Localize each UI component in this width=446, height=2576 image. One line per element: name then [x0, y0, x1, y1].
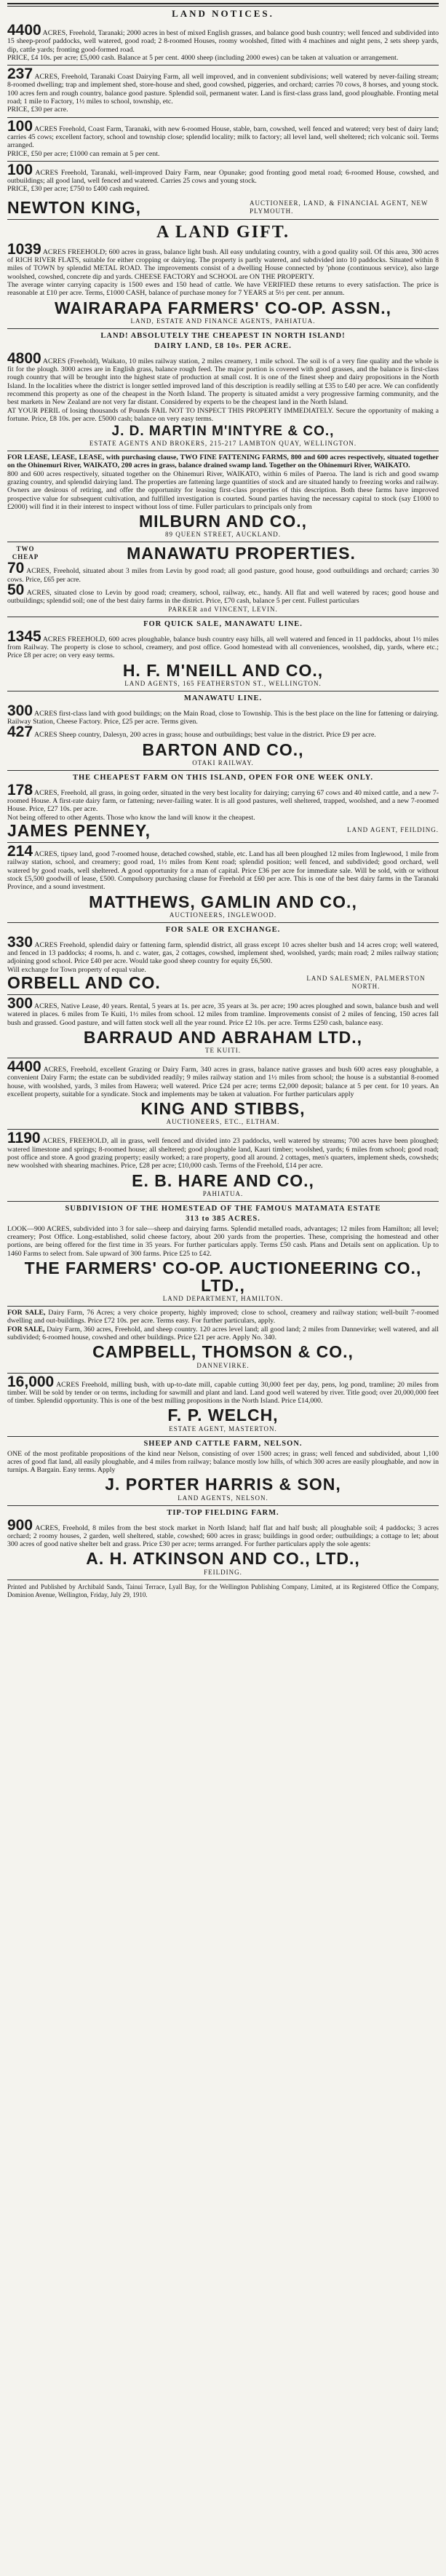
agent-role: LAND AGENTS, 165 FEATHERSTON ST., WELLINGTON. [124, 679, 322, 687]
ad-heading: MANAWATU LINE. [183, 694, 263, 702]
ad-tail: The average winter carrying capacity is 1500 ewes and 150 head of cattle. We have VERIFIED these returns to every satisfaction. The price is reasonable at £10 per acre. Terms, £1000 CASH, balance of purchase money for 7 YEARS at 5½ per cent. per annum. [7, 281, 439, 298]
ad-lead: 900 [7, 1516, 33, 1534]
ad-body: ACRES, FREEHOLD, all in grass, well fenced and divided into 23 paddocks, well watered by streams; 700 acres have been ploughed; watered limestone and springs; 8-roomed house; all sheltered; good ploughable land, Kauri timber; woolshed, yards; 6 miles from school; good road; post office and store. A good grazing property; easily worked; a rare property, good all around. 2 cottages, men's quarters, implement sheds, cowsheds; new woolshed with shearing machines. Price, £28 per acre; £10,000 cash. Terms of the Freehold, £14 per acre. [7, 1137, 439, 1170]
agent-role: ESTATE AGENTS AND BROKERS, 215-217 LAMBTON QUAY, WELLINGTON. [89, 440, 357, 448]
ad-subheading: DAIRY LAND, £8 10s. PER ACRE. [154, 341, 292, 350]
ad-lead: 300 [7, 995, 33, 1012]
ad-body: ACRES FREEHOLD; 600 acres in grass, balance light bush. All easy undulating country, with a good quality soil. Of this area, 300 acres of RICH RIVER FLATS, suitable for either cropping or dairying. The property is partly watered, and subdivided into 10 paddocks. Situated within 8 miles of TOWN by splendid METAL ROAD. The improvements consist of a dwelling House connected by 'phone (continuous service), also large woolshed, cowshed, concrete dip and yards. CHEESE FACTORY and SCHOOL are ON THE PROPERTY. [7, 247, 439, 281]
ad-heading: LAND! ABSOLUTELY THE CHEAPEST IN NORTH ISLAND! [100, 331, 346, 340]
ad-heading: FOR QUICK SALE, MANAWATU LINE. [143, 619, 303, 628]
agent-name: MATTHEWS, GAMLIN AND CO., [89, 892, 357, 911]
ad-lead: 50 [7, 582, 25, 599]
agent-name: CAMPBELL, THOMSON & CO., [92, 1342, 354, 1362]
ad-lead: 70 [7, 560, 25, 577]
ad-body: LOOK—900 ACRES, subdivided into 3 for sale—sheep and dairying farms. Splendid metalled roads, advantages; 12 miles from Hamilton; all level; creamery; Post Office. Long-established, solid cheese factory, about 200 yards from the properties. These, comprising the homestead and other portions, are being offered for the first time in 35 years. For further particulars apply. Terms £50 cash. Plans and Details sent on application. Up to 1460 Farms to select from. Sale upward of 300 farms. Price £25 to £42. [7, 1224, 439, 1258]
ad-body: ACRES first-class land with good buildings; on the Main Road, close to Township. This is the best place on the line for fattening or dairying. Railway Station, Cheese Factory. Price, £25 per acre. Terms given. [7, 709, 439, 726]
agent-name: H. F. M'NEILL AND CO., [122, 660, 324, 680]
ad-body: ACRES Sheep country, Dalesyn, 200 acres in grass; house and outbuildings; best value in the district. Price £9 per acre. [33, 731, 376, 740]
ad-lead: 100 [7, 161, 33, 178]
ad-taranaki-3 [7, 118, 439, 162]
ad-heading: A LAND GIFT. [156, 222, 290, 242]
section-title: LAND NOTICES. [172, 8, 274, 19]
ad-body: Dairy Farm, 76 Acres; a very choice property, highly improved; close to school, creamery and railway station; well-built 7-roomed dwelling and out-buildings. Price £72 10s. per acre. Terms easy. For further particulars, apply. [7, 1309, 439, 1325]
ad-body: ACRES Freehold, Coast Farm, Taranaki, with new 6-roomed House, stable, barn, cowshed, well fenced and watered; very best of dairy land; carries 45 cows; excellent factory, school and township close; splendid locality; milk to factory; all level land, well sheltered; rich volcanic soil. Terms arranged. [7, 124, 439, 150]
agent-name: J. D. MARTIN M'INTYRE & CO., [111, 424, 335, 440]
ad-flag: TWO CHEAP [12, 545, 39, 561]
agent-name: E. B. HARE AND CO., [132, 1170, 314, 1190]
ad-lead: 330 [7, 933, 33, 951]
agent-role: LAND, ESTATE AND FINANCE AGENTS, PAHIATUA. [130, 317, 316, 325]
agent-role: LAND AGENT, FEILDING. [347, 826, 439, 834]
agent-role: AUCTIONEER, LAND, & FINANCIAL AGENT, NEW PLYMOUTH. [250, 199, 429, 215]
agent-role: OTAKI RAILWAY. [192, 758, 254, 766]
ad-body: ACRES Freehold, Taranaki, well-improved Dairy Farm, near Opunake; good fronting good metal road; 6-roomed House, cowshed, and outbuildings; all good land, well fenced and watered. Carries 25 cows and young stock. [7, 168, 439, 186]
ad-orbell [7, 923, 439, 995]
agent-name: A. H. ATKINSON AND CO., LTD., [86, 1549, 360, 1569]
ad-matthews [7, 843, 439, 923]
ad-mcneill [7, 617, 439, 691]
ad-heading: FOR SALE OR EXCHANGE. [165, 925, 281, 934]
ad-body: ACRES, Native Lease, 40 years. Rental, 5 years at 1s. per acre, 35 years at 3s. per acre; 190 acres ploughed and sown, balance bush and well watered in places. 6 miles from Te Kuiti, 1½ miles from school. 12 miles from tramline. Improvements consist of 2 miles of fencing, 150 acres fall bush and grassed. Good pasture, and will fatten stock well all the year round. Price £2 10s. per acre. Terms £250 cash, balance easy. [7, 1002, 439, 1027]
agent-name: WAIRARAPA FARMERS' CO-OP. ASSN., [54, 298, 391, 317]
ad-lead: 4400 [7, 22, 41, 39]
ad-hare [7, 1130, 439, 1201]
printer-imprint: Printed and Published by Archibald Sands, Tainui Terrace, Lyall Bay, for the Wellington Publishing Company, Limited, at its Registered Office the Company, Dominion Avenue, Wellington, Friday, July 29, 1910. [7, 1582, 439, 1598]
agent-name: MILBURN AND CO., [138, 512, 308, 531]
ad-tail: PRICE, £4 10s. per acre; £5,000 cash. Balance at 5 per cent. 4000 sheep (including 2000 ewes) can be taken at valuation or arrangement. [7, 53, 399, 62]
ad-body: ACRES, situated close to Levin by good road; creamery, school, railway, etc., handy. All flat and well watered by races; good house and outbuildings; splendid soil; one of the best dairy farms in the district. Price, £70 cash, balance 5 per cent. Fullest particulars [7, 589, 439, 606]
ad-lead: 4400 [7, 1058, 41, 1076]
agent-role: LAND DEPARTMENT, HAMILTON. [162, 1295, 284, 1303]
ad-body: ACRES, tipsey land, good 7-roomed house, detached cowshed, stable, etc. Land has all been ploughed 12 miles from Inglewood, 1 mile from railway station, school, and creamery; good road, 1½ miles from Kent road; splendid position; well fenced, and subdivided; good orchard, well watered by good roads, well sheltered. A good opportunity for a man of capital. Price £36 per acre for immediate sale. Will be sold, with or without stock £5,500 goodwill of lease, £500. Compulsory purchasing clause for Freehold at £60 per acre. This is one of the best dairy farms in the Taranaki Province, and a sound investment. [7, 850, 439, 892]
agent-role: 89 QUEEN STREET, AUCKLAND. [164, 531, 282, 539]
ad-body: ACRES, Freehold, 8 miles from the best stock market in North Island; half flat and half bush; all ploughable soil; 4 paddocks; 3 acres orchard; 2 roomy houses, 2 garden, well sheltered, stable, cowshed; 600 acres in grass; buildings in good order; outbuildings; a cottage to let; about 300 acres of good native shelter belt and grass. Price £30 per acre; terms arranged. For further particulars apply the sole agents: [7, 1523, 439, 1549]
ad-note: Not being offered to other Agents. Those who know the land will know it the cheapest. [7, 813, 255, 822]
ad-body: 800 and 600 acres respectively, situated together on the Ohinemuri River, WAIKATO, within 6 miles of Paeroa. The land is rich and good swamp grazing country, and splendid dairying land. The properties are fattening large quantities of stock and are situated handy to freezing works and railway. Owners are desirous of retiring, and offer the opportunity for leasing first-class properties of this description. Both these farms have improved prospective value for subsequent cultivation, and fulfilled investigation is courted. Sound parties having the necessary capital to stock (say £1000 to £2000) will find it in their interest to inspect without loss of time. Fuller particulars to principals only from [7, 469, 439, 511]
ad-taranaki-4 [7, 162, 439, 197]
ad-body: ACRES, Freehold, Taranaki Coast Dairying Farm, all well improved, and in convenient subdivisions; well watered by never-failing stream; 8-roomed dwelling; trap and implement shed, store-house and shed, good cowshed, piggeries, and orchard; carries 70 cows, 8 horses, and young stock. 100 acres fern and rough country, balance good pasture. Splendid soil, permanent water. Land is first-class grass land, good ploughable. Fronting metal road; 1 mile to Factory, 1½ miles to school, township, etc. [7, 73, 439, 106]
ad-campbell [7, 1307, 439, 1373]
ad-heading: TIP-TOP FIELDING FARM. [167, 1508, 279, 1517]
agent-name: JAMES PENNEY, [7, 820, 151, 840]
ad-barton [7, 691, 439, 771]
ad-porter-harris [7, 1437, 439, 1506]
agent-name: F. P. WELCH, [167, 1406, 279, 1425]
agent-role: PAHIATUA. [202, 1189, 244, 1197]
header-rule [7, 3, 439, 7]
ad-farmers-coop [7, 1202, 439, 1307]
ad-lead: FOR SALE, [7, 1325, 45, 1333]
ad-lead: FOR SALE, [7, 1309, 46, 1317]
agent-name: KING AND STIBBS, [140, 1099, 306, 1119]
ad-body: ACRES, Freehold, excellent Grazing or Dairy Farm, 340 acres in grass, balance native grasses and bush 600 acres easy ploughable, a convenient Dairy Farm; the estate can be subdivided readily; 9 miles railway station and 1½ miles from school; the house is a substantial 8-roomed house, with woolshed, yards, 3 miles from Hawera; well watered. Price £24 per acre; terms £2,000 deposit; balance at 5 per cent. for 10 years. An excellent property, suitable for a syndicate. Stock and implements may be taken at valuation. For further particulars apply [7, 1066, 439, 1098]
agent-name: NEWTON KING, [7, 197, 142, 217]
ad-manawatu-properties [7, 542, 439, 617]
ad-lead: 427 [7, 724, 33, 741]
agent-name: BARRAUD AND ABRAHAM LTD., [83, 1027, 363, 1047]
ad-lead: 1345 [7, 627, 41, 645]
ad-lead: 237 [7, 66, 33, 83]
ad-body: ACRES, Freehold, Taranaki; 2000 acres in best of mixed English grasses, and balance good bush country; well fenced and subdivided into 15 sheep-proof paddocks, well watered, good road; 2 8-roomed Houses, roomy woolshed, fitted with 4 machines and night pens, 2 sets sheep yards, dip, cattle yards; fronting good-formed road. [7, 29, 439, 54]
ad-taranaki-2 [7, 66, 439, 117]
ad-cheapest-land [7, 329, 439, 451]
ad-lead: 1039 [7, 240, 41, 258]
ad-tail: PRICE, £30 per acre. [7, 106, 68, 114]
agent-name: ORBELL AND CO. [7, 972, 161, 992]
ad-body: Dairy Farm, 360 acres, Freehold, and sheep country. 120 acres level land; all good land; 2 miles from Dannevirke; well watered, and all subdivided; 6-roomed house, cowshed and other buildings. Price £21 per acre. Apply No. 340. [7, 1325, 439, 1342]
agent-role: LAND SALESMEN, PALMERSTON NORTH. [306, 974, 426, 990]
ad-heading: SUBDIVISION OF THE HOMESTEAD OF THE FAMOUS MATAMATA ESTATE [65, 1204, 381, 1213]
ad-tail: PRICE, £50 per acre; £1000 can remain at 5 per cent. [7, 149, 160, 158]
agent-name: J. PORTER HARRIS & SON, [105, 1475, 341, 1494]
ad-heading: MANAWATU PROPERTIES. [127, 544, 356, 563]
ad-penney [7, 771, 439, 843]
newton-king-block [7, 197, 439, 220]
ad-tail: PRICE, £30 per acre; £750 to £400 cash required. [7, 185, 150, 194]
agent-role: AUCTIONEERS, ETC., ELTHAM. [166, 1118, 280, 1126]
agent-name: BARTON AND CO., [142, 740, 304, 759]
ad-note: Will exchange for Town property of equal value. [7, 965, 146, 974]
agent-name: PARKER and VINCENT, LEVIN. [168, 605, 278, 613]
agent-role: DANNEVIRKE. [196, 1361, 250, 1369]
ad-land-gift [7, 220, 439, 329]
ad-welch [7, 1374, 439, 1437]
ad-heading: THE CHEAPEST FARM ON THIS ISLAND, OPEN FOR ONE WEEK ONLY. [72, 773, 374, 782]
ad-lease [7, 451, 439, 542]
ad-subheading: 313 to 385 ACRES. [186, 1214, 260, 1223]
ad-body: ACRES FREEHOLD, 600 acres ploughable, balance bush country easy hills, all well watered and fenced in 11 paddocks, about 1½ miles from Railway. The property is close to school, creamery, and post office. Good homestead with all conveniences, woolshed, dip, yards, where etc.; Price £8 per acre; on very easy terms. [7, 635, 439, 660]
ad-lead: 300 [7, 702, 33, 719]
ad-lead: 16,000 [7, 1373, 55, 1390]
ad-body: ACRES (Freehold), Waikato, 10 miles railway station, 2 miles creamery, 1 mile school. The soil is of a very fine quality and the whole is fit for the plough. 3000 acres are in English grass, balance rough feed. The major portion is covered with good grasses, and the balance is first-class rough country that will be brought into the highest state of production at small cost. It is one of the finest sheep and dairy propositions in the North Island. In the localities where the district is longer settled improved land of this description is readily selling at £35 to £40 per acre. We can confidently recommend this property as one of the cheapest in the North Island. The property is situated amidst a very progressive farming community, and the best markets in New Zealand are not very far distant. Considered by experts to be the cheapest land in the North Island. [7, 357, 439, 407]
ad-lead: 1190 [7, 1130, 41, 1147]
ad-taranaki-1 [7, 22, 439, 66]
ad-body: ACRES Freehold, milling bush, with up-to-date mill, capable cutting 30,000 feet per day, pens, log pond, tramline; 20 miles from timber. Will be sold by tender or on terms, including for sawmill and plant and land. Land good well watered by river. Title good; over 20,000,000 feet of timber. Splendid opportunity. This is one of the best milling propositions in the North Island. Price £14,000. [7, 1380, 439, 1406]
ad-heading: SHEEP AND CATTLE FARM, NELSON. [143, 1439, 303, 1448]
ad-atkinson [7, 1506, 439, 1580]
agent-role: LAND AGENTS, NELSON. [178, 1494, 268, 1502]
ad-king-stibbs [7, 1058, 439, 1130]
ad-barraud [7, 995, 439, 1058]
ad-lead: 4800 [7, 349, 41, 367]
ad-lead: 214 [7, 843, 33, 860]
agent-role: AUCTIONEERS, INGLEWOOD. [169, 911, 277, 919]
ad-tail: AT YOUR PERIL of losing thousands of Pounds FAIL NOT TO INSPECT THIS PROPERTY IMMEDIATELY. Secure the opportunity of making a fortune. Price, £8 10s. per acre. £5000 cash; balance on very easy terms. [7, 406, 439, 423]
ad-lead: 100 [7, 117, 33, 135]
agent-name: THE FARMERS' CO-OP. AUCTIONEERING CO., LTD., [24, 1258, 422, 1296]
ad-body: ACRES Freehold, splendid dairy or fattening farm, splendid district, all grass except 10 acres shelter bush and 14 acres crop; well watered, and fenced in 13 paddocks; 4 rooms, h. and c. water, gas, 2 cottages, cowshed, implement shed, woolshed, yards; main road; 2 miles railway station; adjoining good school. Price £40 per acre. Would take good sheep country for equity £6,500. [7, 940, 439, 966]
ad-lead: 178 [7, 781, 33, 798]
agent-role: TE KUITI. [205, 1047, 241, 1055]
ad-heading: FOR LEASE, LEASE, LEASE, with purchasing clause, TWO FINE FATTENING FARMS, 800 and 600 acres respectively, situated together on the Ohinemuri River, WAIKATO, 200 acres in grass, balance drained swamp land. Together on the Ohinemuri River, WAIKATO. [7, 453, 439, 470]
ad-body: ACRES, Freehold, all grass, in going order, situated in the very best locality for dairying; carrying 67 cows and 40 mixed cattle, and a new 7-roomed House. A first-rate dairy farm, or fattening; never-failing water. It is all good pastures, well sheltered, trapped, woolshed, and a new 7-roomed House. Price, £27 10s. per acre. [7, 788, 439, 814]
ad-body: ACRES, Freehold, situated about 3 miles from Levin by good road; all good pasture, good house, good outbuildings and orchard; carries 30 cows. Price, £65 per acre. [7, 567, 439, 584]
agent-role: FEILDING. [204, 1568, 242, 1576]
agent-role: ESTATE AGENT, MASTERTON. [169, 1424, 277, 1432]
ad-body: ONE of the most profitable propositions of the kind near Nelson, consisting of over 1500 acres; in grass; well fenced and subdivided, about 1,100 acres of good flat land, all easily ploughable, and 4 miles from railway; balance mostly low hills, of which 300 acres are easily ploughable, and now in turnips. A Bargain. Easy terms. Apply [7, 1449, 439, 1475]
